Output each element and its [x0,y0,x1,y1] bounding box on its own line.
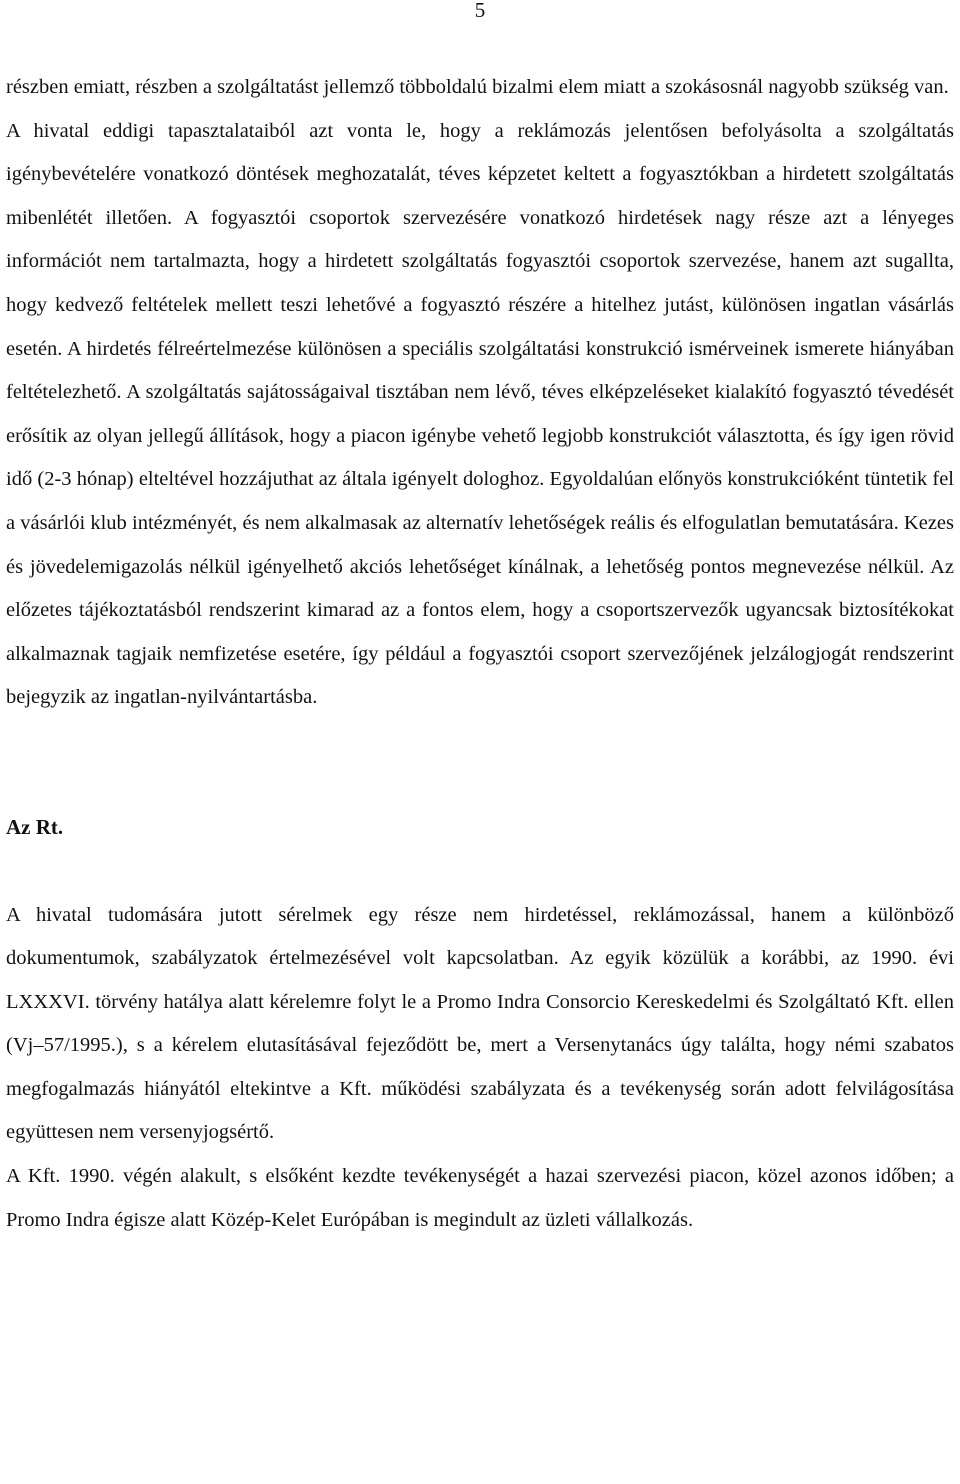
paragraph-continuation: részben emiatt, részben a szolgáltatást jellemző többoldalú bizalmi elem miatt a szokásosnál nagyobb szükség van. [6,76,949,98]
paragraph-office-findings: A hivatal eddigi tapasztalataiból azt vonta le, hogy a reklámozás jelentősen befolyásolta a szolgáltatás igénybevételére vonatkozó döntések meghozatalát, téves képzetet keltett a fogyasztókban a hirdetett szolgáltatás mibenlétét illetően. A fogyasztói csoportok szervezésére vonatkozó hirdetések nagy része azt a lényeges információt nem tartalmazta, hogy a hirdetett szolgáltatás fogyasztói csoportok szervezése, hanem azt sugallta, hogy kedvező feltételek mellett teszi lehetővé a fogyasztó részére a hitelhez jutást, különösen ingatlan vásárlás esetén. A hirdetés félreértelmezése különösen a speciális szolgáltatási konstrukció ismérveinek ismerete hiányában feltételezhető. A szolgáltatás sajátosságaival tisztában nem lévő, téves elképzeléseket kialakító fogyasztó tévedését erősítik az olyan jellegű állítások, hogy a piacon igénybe vehető legjobb konstrukciót választotta, és így igen rövid idő (2-3 hónap) elteltével hozzájuthat az általa igényelt dologhoz. Egyoldalúan előnyös konstrukcióként tüntetik fel a vásárlói klub intézményét, és nem alkalmasak az alternatív lehetőségek reális és elfogulatlan bemutatására. Kezes és jövedelemigazolás nélkül igényelhető akciós lehetőséget kínálnak, a lehetőség pontos megnevezése nélkül. Az előzetes tájékoztatásból rendszerint kimarad az a fontos elem, hogy a csoportszervezők ugyancsak biztosítékokat alkalmaznak tagjaik nemfizetése esetére, így például a fogyasztói csoport szervezőjének jelzálogjogát rendszerint bejegyzik az ingatlan-nyilvántartásba. [6,119,954,709]
document-body [6,66,954,1242]
section-heading: Az Rt. [6,814,64,839]
paragraph-company-history: A Kft. 1990. végén alakult, s elsőként kezdte tevékenységét a hazai szervezési piacon, közel azonos időben; a Promo Indra égisze alatt Közép-Kelet Európában is megindult az üzleti vállalkozás. [6,1165,954,1231]
page-number: 5 [474,0,486,22]
paragraph-complaints: A hivatal tudomására jutott sérelmek egy része nem hirdetéssel, reklámozással, hanem a különböző dokumentumok, szabályzatok értelmezésével volt kapcsolatban. Az egyik közülük a korábbi, az 1990. évi LXXXVI. törvény hatálya alatt kérelemre folyt le a Promo Indra Consorcio Kereskedelmi és Szolgáltató Kft. ellen (Vj–57/1995.), s a kérelem elutasításával fejeződött be, mert a Versenytanács úgy találta, hogy némi szabatos megfogalmazás hiányától eltekintve a Kft. működési szabályzata és a tevékenység során adott felvilágosítása együttesen nem versenyjogsértő. [6,903,954,1144]
